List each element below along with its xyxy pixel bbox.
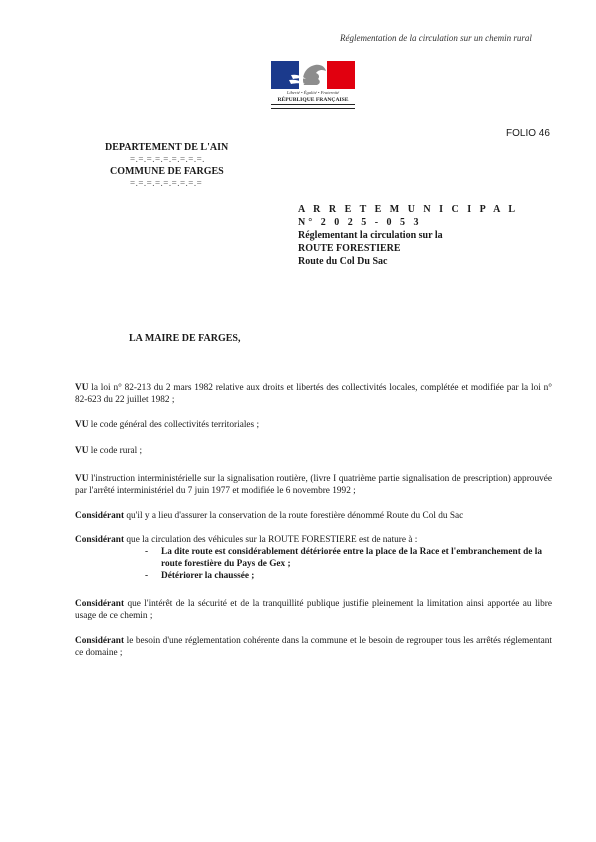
list-item-text: Détériorer la chaussée ; [161, 570, 255, 581]
paragraph-lead: Considérant [75, 511, 125, 521]
folio-number: FOLIO 46 [506, 128, 550, 139]
paragraph-lead: Considérant [75, 535, 125, 545]
paragraph-lead: Considérant [75, 636, 125, 646]
list-item [145, 547, 552, 571]
consideration-paragraph [75, 383, 552, 407]
department-name: DEPARTEMENT DE L'AIN [105, 142, 229, 153]
issuer-title: LA MAIRE DE FARGES, [129, 333, 241, 344]
list-item-text: La dite route est considérablement détériorée entre la place de la Race et l'embranchement de la route forestière du Pays de Gex ; [161, 547, 542, 569]
paragraph-text: la loi n° 82-213 du 2 mars 1982 relative aux droits et libertés des collectivités locales, complétée et modifiée par la loi n° 82-623 du 22 juillet 1982 ; [75, 383, 552, 405]
paragraph-text: que l'intérêt de la sécurité et de la tranquillité publique justifie pleinement la limitation ainsi apportée au libre usage de ce chemin ; [75, 599, 552, 621]
paragraph-lead: Considérant [75, 599, 125, 609]
separator: =.=.=.=.=.=.=.=.= [130, 178, 203, 188]
paragraph-lead: VU [75, 446, 89, 456]
list-bullet: - [145, 570, 149, 581]
arrete-subject: ROUTE FORESTIERE [298, 243, 401, 254]
paragraph-text: le besoin d'une réglementation cohérente dans la commune et le besoin de regrouper tous les arrêtés réglementant ce domaine ; [75, 636, 552, 658]
running-title: Réglementation de la circulation sur un chemin rural [340, 33, 532, 43]
consideration-paragraph [75, 511, 552, 523]
divider [271, 108, 355, 109]
consideration-paragraph [75, 420, 552, 432]
paragraph-lead: VU [75, 474, 89, 484]
paragraph-text: le code rural ; [90, 446, 143, 456]
republic-motto: Liberté • Égalité • Fraternité [286, 90, 340, 95]
paragraph-lead: VU [75, 420, 89, 430]
consideration-paragraph [75, 535, 552, 547]
arrete-heading [298, 203, 518, 268]
separator: =.=.=.=.=.=.=.=.=. [130, 154, 205, 164]
divider [271, 104, 355, 105]
marianne-emblem-icon [271, 61, 355, 89]
arrete-number: N° 2 0 2 5 - 0 5 3 [298, 217, 422, 228]
consideration-paragraph [75, 474, 552, 498]
consideration-paragraph [75, 446, 552, 458]
paragraph-text: que la circulation des véhicules sur la ROUTE FORESTIERE est de nature à : [126, 535, 418, 545]
marianne-logo [271, 61, 355, 89]
list-item [145, 571, 552, 583]
paragraph-text: le code général des collectivités territoriales ; [90, 420, 260, 430]
paragraph-text: l'instruction interministérielle sur la signalisation routière, (livre I quatrième partie signalisation de prescription) approuvée par l'arrêté interministériel du 7 juin 1977 et modifiée le 6 novembre 1992 ; [75, 474, 552, 496]
arrete-subject: Réglementant la circulation sur la [298, 230, 443, 241]
consideration-paragraph [75, 599, 552, 623]
list-bullet: - [145, 547, 149, 557]
commune-name: COMMUNE DE FARGES [110, 166, 224, 177]
arrete-subject: Route du Col Du Sac [298, 256, 388, 267]
paragraph-text: qu'il y a lieu d'assurer la conservation de la route forestière dénommé Route du Col du Sac [126, 511, 464, 521]
consequence-list [145, 547, 552, 582]
paragraph-lead: VU [75, 383, 89, 393]
republic-name: RÉPUBLIQUE FRANÇAISE [277, 97, 349, 103]
arrete-title: A R R E T E M U N I C I P A L [298, 204, 518, 215]
consideration-paragraph [75, 636, 552, 660]
